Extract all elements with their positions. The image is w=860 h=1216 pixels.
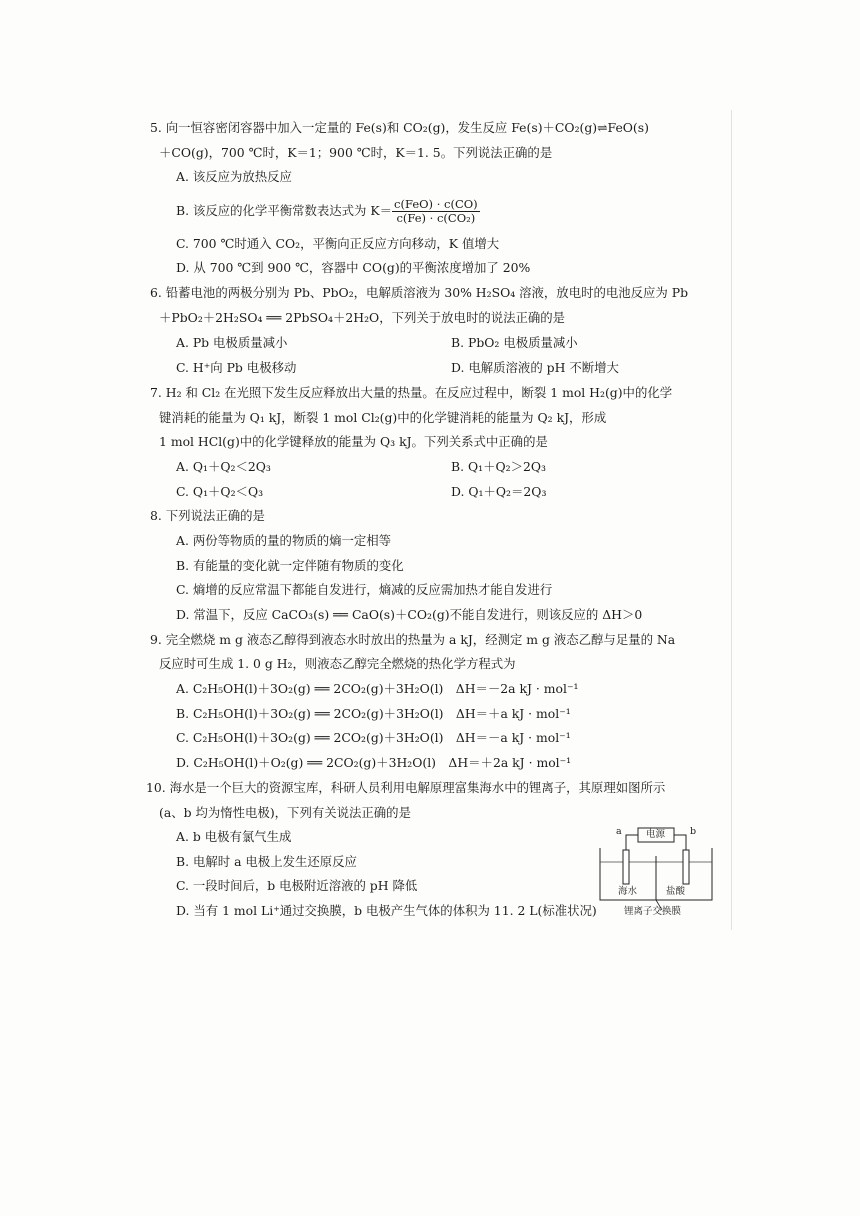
q9-option-c: C. C₂H₅OH(l)＋3O₂(g) ══ 2CO₂(g)＋3H₂O(l) ΔH＝－a kJ · mol⁻¹ [176,730,571,745]
q9-stem-line-1: 9. 完全燃烧 m g 液态乙醇得到液态水时放出的热量为 a kJ，经测定 m g 液态乙醇与足量的 Na [150,632,676,647]
q10-option-a: A. b 电极有氯气生成 [176,829,292,844]
q10-stem-line-2: (a、b 均为惰性电极)，下列有关说法正确的是 [159,805,411,820]
q7-stem-line-3: 1 mol HCl(g)中的化学键释放的能量为 Q₃ kJ。下列关系式中正确的是 [159,434,548,449]
q8-option-c: C. 熵增的反应常温下都能自发进行，熵减的反应需加热才能自发进行 [176,582,553,597]
q5-option-b-text: B. 该反应的化学平衡常数表达式为 K＝ [176,203,393,218]
fraction-denominator: c(Fe) · c(CO₂) [396,211,476,225]
q7-option-b: B. Q₁＋Q₂＞2Q₃ [451,459,547,474]
q7-option-d: D. Q₁＋Q₂＝2Q₃ [451,484,547,499]
q10-option-c: C. 一段时间后，b 电极附近溶液的 pH 降低 [176,878,418,893]
q6-stem-line-2: ＋PbO₂＋2H₂SO₄ ══ 2PbSO₄＋2H₂O，下列关于放电时的说法正确的是 [159,310,566,325]
electrode-b [683,850,689,884]
electrode-a-label: a [616,826,622,837]
q10-option-d: D. 当有 1 mol Li⁺通过交换膜，b 电极产生气体的体积为 11. 2 L(标准状况) [176,903,597,918]
q9-stem-line-2: 反应时可生成 1. 0 g H₂，则液态乙醇完全燃烧的热化学方程式为 [159,656,516,671]
equilibrium-constant-fraction [392,198,480,225]
q8-option-a: A. 两份等物质的量的物质的熵一定相等 [176,533,392,548]
q5-stem-line-2: ＋CO(g)，700 ℃时，K＝1；900 ℃时，K＝1. 5。下列说法正确的是 [159,145,553,160]
q10-option-b: B. 电解时 a 电极上发生还原反应 [176,854,357,869]
q5-option-a: A. 该反应为放热反应 [176,169,292,184]
q8-stem-line-1: 8. 下列说法正确的是 [150,508,265,523]
q7-option-c: C. Q₁＋Q₂＜Q₃ [176,484,264,499]
q7-option-a: A. Q₁＋Q₂＜2Q₃ [176,459,271,474]
power-source-label: 电源 [646,829,666,840]
q8-option-d: D. 常温下，反应 CaCO₃(s) ══ CaO(s)＋CO₂(g)不能自发进行，则该反应的 ΔH＞0 [176,607,643,622]
q10-stem-line-1: 10. 海水是一个巨大的资源宝库，科研人员利用电解原理富集海水中的锂离子，其原理如图所示 [146,780,666,795]
q9-option-d: D. C₂H₅OH(l)＋O₂(g) ══ 2CO₂(g)＋3H₂O(l) ΔH＝＋2a kJ · mol⁻¹ [176,755,572,770]
fraction-numerator: c(FeO) · c(CO) [394,197,478,211]
electrode-a [623,850,629,884]
q8-option-b: B. 有能量的变化就一定伴随有物质的变化 [176,558,404,573]
q7-stem-line-1: 7. H₂ 和 Cl₂ 在光照下发生反应释放出大量的热量。在反应过程中，断裂 1 mol H₂(g)中的化学 [150,385,673,400]
wire-b [674,835,686,850]
q5-option-c: C. 700 ℃时通入 CO₂，平衡向正反应方向移动，K 值增大 [176,236,500,251]
right-solution-label: 盐酸 [666,886,686,897]
q6-option-d: D. 电解质溶液的 pH 不断增大 [451,360,619,375]
electrolysis-diagram [594,826,718,918]
q9-option-a: A. C₂H₅OH(l)＋3O₂(g) ══ 2CO₂(g)＋3H₂O(l) ΔH＝－2a kJ · mol⁻¹ [176,681,579,696]
q6-option-b: B. PbO₂ 电极质量减小 [451,335,578,350]
membrane-label: 锂离子交换膜 [624,906,682,917]
q9-option-b: B. C₂H₅OH(l)＋3O₂(g) ══ 2CO₂(g)＋3H₂O(l) ΔH＝＋a kJ · mol⁻¹ [176,706,571,721]
electrode-b-label: b [690,826,697,837]
wire-a [626,835,638,850]
q5-option-b [176,196,480,226]
q5-option-d: D. 从 700 ℃到 900 ℃，容器中 CO(g)的平衡浓度增加了 20% [176,260,531,275]
q5-stem-line-1: 5. 向一恒容密闭容器中加入一定量的 Fe(s)和 CO₂(g)，发生反应 Fe(s)＋CO₂(g)⇌FeO(s) [150,120,649,135]
q7-stem-line-2: 键消耗的能量为 Q₁ kJ，断裂 1 mol Cl₂(g)中的化学键消耗的能量为 Q₂ kJ，形成 [159,410,607,425]
left-solution-label: 海水 [618,886,638,897]
q6-option-a: A. Pb 电极质量减小 [176,335,288,350]
page-edge [731,110,732,930]
q6-option-c: C. H⁺向 Pb 电极移动 [176,360,297,375]
q6-stem-line-1: 6. 铅蓄电池的两极分别为 Pb、PbO₂，电解质溶液为 30% H₂SO₄ 溶液，放电时的电池反应为 Pb [150,285,689,300]
